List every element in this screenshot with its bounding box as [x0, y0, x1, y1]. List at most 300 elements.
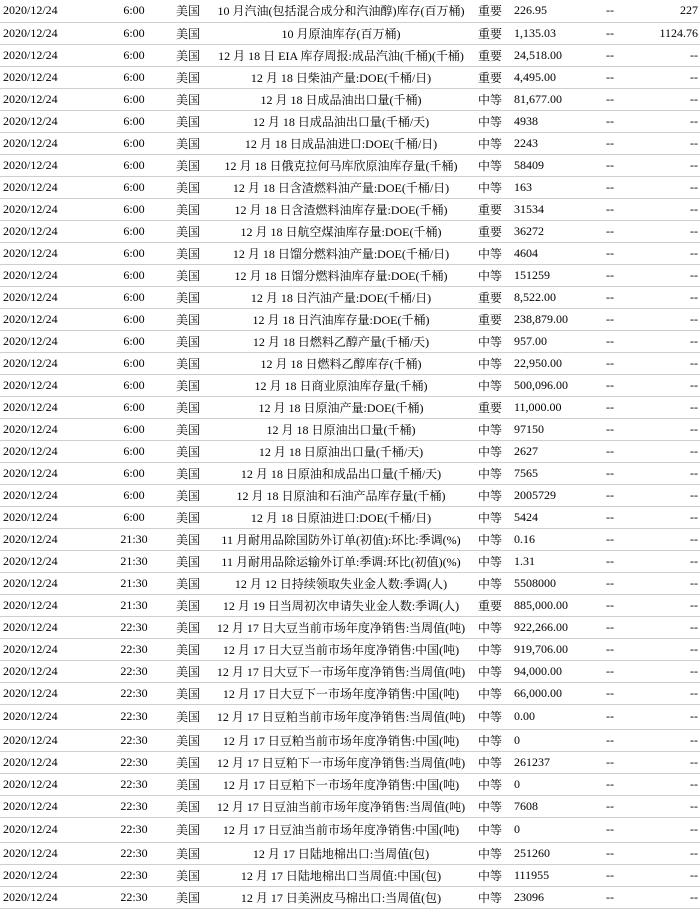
importance-cell: 重要 — [470, 44, 510, 66]
forecast-value-cell: -- — [602, 572, 652, 594]
country-cell: 美国 — [164, 550, 212, 572]
importance-cell: 中等 — [470, 729, 510, 751]
date-cell: 2020/12/24 — [0, 594, 104, 616]
forecast-value-cell: -- — [602, 462, 652, 484]
time-cell: 6:00 — [104, 110, 164, 132]
importance-cell: 中等 — [470, 462, 510, 484]
event-cell: 12 月 18 日原油产量:DOE(千桶) — [212, 396, 470, 418]
previous-value-cell: -- — [652, 773, 700, 795]
forecast-value-cell: -- — [602, 594, 652, 616]
country-cell: 美国 — [164, 220, 212, 242]
actual-value-cell: 31534 — [510, 198, 602, 220]
importance-cell: 中等 — [470, 616, 510, 638]
actual-value-cell: 7608 — [510, 795, 602, 817]
table-row — [0, 462, 700, 484]
forecast-value-cell: -- — [602, 484, 652, 506]
event-cell: 12 月 18 日俄克拉何马库欣原油库存量(千桶) — [212, 154, 470, 176]
country-cell: 美国 — [164, 44, 212, 66]
country-cell: 美国 — [164, 264, 212, 286]
importance-cell: 中等 — [470, 704, 510, 729]
country-cell: 美国 — [164, 528, 212, 550]
event-cell: 12 月 18 日柴油产量:DOE(千桶/日) — [212, 66, 470, 88]
date-cell: 2020/12/24 — [0, 795, 104, 817]
date-cell: 2020/12/24 — [0, 817, 104, 842]
event-cell: 12 月 17 日豆粕当前市场年度净销售:当周值(吨) — [212, 704, 470, 729]
time-cell: 22:30 — [104, 729, 164, 751]
previous-value-cell: -- — [652, 330, 700, 352]
actual-value-cell: 8,522.00 — [510, 286, 602, 308]
actual-value-cell: 885,000.00 — [510, 594, 602, 616]
previous-value-cell: -- — [652, 751, 700, 773]
time-cell: 6:00 — [104, 286, 164, 308]
time-cell: 6:00 — [104, 22, 164, 44]
country-cell: 美国 — [164, 886, 212, 908]
forecast-value-cell: -- — [602, 374, 652, 396]
previous-value-cell: -- — [652, 864, 700, 886]
time-cell: 22:30 — [104, 616, 164, 638]
country-cell: 美国 — [164, 132, 212, 154]
forecast-value-cell: -- — [602, 638, 652, 660]
actual-value-cell: 81,677.00 — [510, 88, 602, 110]
forecast-value-cell: -- — [602, 440, 652, 462]
previous-value-cell: -- — [652, 550, 700, 572]
importance-cell: 重要 — [470, 286, 510, 308]
event-cell: 12 月 17 日大豆下一市场年度净销售:中国(吨) — [212, 682, 470, 704]
table-row — [0, 88, 700, 110]
table-row — [0, 682, 700, 704]
actual-value-cell: 163 — [510, 176, 602, 198]
forecast-value-cell: -- — [602, 132, 652, 154]
importance-cell: 重要 — [470, 66, 510, 88]
event-cell: 12 月 18 日成品油进口:DOE(千桶/日) — [212, 132, 470, 154]
forecast-value-cell: -- — [602, 842, 652, 864]
forecast-value-cell: -- — [602, 704, 652, 729]
date-cell: 2020/12/24 — [0, 352, 104, 374]
event-cell: 11 月耐用品除国防外订单(初值):环比:季调(%) — [212, 528, 470, 550]
date-cell: 2020/12/24 — [0, 242, 104, 264]
importance-cell: 中等 — [470, 330, 510, 352]
importance-cell: 中等 — [470, 682, 510, 704]
event-cell: 10 月汽油(包括混合成分和汽油醇)库存(百万桶) — [212, 0, 470, 22]
country-cell: 美国 — [164, 638, 212, 660]
table-row — [0, 638, 700, 660]
previous-value-cell: -- — [652, 638, 700, 660]
actual-value-cell: 5424 — [510, 506, 602, 528]
event-cell: 12 月 17 日陆地棉出口:当周值(包) — [212, 842, 470, 864]
country-cell: 美国 — [164, 396, 212, 418]
event-cell: 12 月 18 日含渣燃料油库存量:DOE(千桶) — [212, 198, 470, 220]
previous-value-cell: -- — [652, 528, 700, 550]
date-cell: 2020/12/24 — [0, 528, 104, 550]
date-cell: 2020/12/24 — [0, 886, 104, 908]
table-row — [0, 264, 700, 286]
actual-value-cell: 919,706.00 — [510, 638, 602, 660]
actual-value-cell: 2005729 — [510, 484, 602, 506]
importance-cell: 中等 — [470, 528, 510, 550]
actual-value-cell: 251260 — [510, 842, 602, 864]
date-cell: 2020/12/24 — [0, 220, 104, 242]
previous-value-cell: -- — [652, 220, 700, 242]
actual-value-cell: 24,518.00 — [510, 44, 602, 66]
country-cell: 美国 — [164, 0, 212, 22]
table-row — [0, 418, 700, 440]
time-cell: 6:00 — [104, 220, 164, 242]
previous-value-cell: -- — [652, 795, 700, 817]
country-cell: 美国 — [164, 88, 212, 110]
forecast-value-cell: -- — [602, 550, 652, 572]
time-cell: 6:00 — [104, 396, 164, 418]
actual-value-cell: 36272 — [510, 220, 602, 242]
previous-value-cell: -- — [652, 462, 700, 484]
importance-cell: 中等 — [470, 773, 510, 795]
forecast-value-cell: -- — [602, 817, 652, 842]
table-row — [0, 286, 700, 308]
importance-cell: 中等 — [470, 154, 510, 176]
actual-value-cell: 66,000.00 — [510, 682, 602, 704]
forecast-value-cell: -- — [602, 616, 652, 638]
time-cell: 6:00 — [104, 484, 164, 506]
forecast-value-cell: -- — [602, 176, 652, 198]
time-cell: 6:00 — [104, 506, 164, 528]
date-cell: 2020/12/24 — [0, 729, 104, 751]
actual-value-cell: 0.00 — [510, 704, 602, 729]
date-cell: 2020/12/24 — [0, 66, 104, 88]
date-cell: 2020/12/24 — [0, 132, 104, 154]
actual-value-cell: 0 — [510, 817, 602, 842]
time-cell: 6:00 — [104, 374, 164, 396]
country-cell: 美国 — [164, 418, 212, 440]
table-row — [0, 704, 700, 729]
actual-value-cell: 11,000.00 — [510, 396, 602, 418]
previous-value-cell: -- — [652, 132, 700, 154]
event-cell: 12 月 18 日 EIA 库存周报:成品汽油(千桶)(千桶) — [212, 44, 470, 66]
previous-value-cell: -- — [652, 817, 700, 842]
time-cell: 22:30 — [104, 795, 164, 817]
forecast-value-cell: -- — [602, 396, 652, 418]
forecast-value-cell: -- — [602, 352, 652, 374]
date-cell: 2020/12/24 — [0, 638, 104, 660]
date-cell: 2020/12/24 — [0, 484, 104, 506]
table-row — [0, 154, 700, 176]
country-cell: 美国 — [164, 286, 212, 308]
importance-cell: 重要 — [470, 198, 510, 220]
event-cell: 12 月 17 日大豆当前市场年度净销售:当周值(吨) — [212, 616, 470, 638]
table-row — [0, 817, 700, 842]
previous-value-cell: -- — [652, 440, 700, 462]
date-cell: 2020/12/24 — [0, 462, 104, 484]
importance-cell: 重要 — [470, 22, 510, 44]
forecast-value-cell: -- — [602, 418, 652, 440]
country-cell: 美国 — [164, 572, 212, 594]
previous-value-cell: -- — [652, 682, 700, 704]
time-cell: 6:00 — [104, 66, 164, 88]
importance-cell: 中等 — [470, 88, 510, 110]
time-cell: 22:30 — [104, 751, 164, 773]
time-cell: 21:30 — [104, 572, 164, 594]
time-cell: 22:30 — [104, 864, 164, 886]
previous-value-cell: -- — [652, 176, 700, 198]
table-row — [0, 886, 700, 908]
forecast-value-cell: -- — [602, 528, 652, 550]
table-row — [0, 132, 700, 154]
date-cell: 2020/12/24 — [0, 330, 104, 352]
event-cell: 12 月 18 日汽油产量:DOE(千桶/日) — [212, 286, 470, 308]
previous-value-cell: -- — [652, 66, 700, 88]
time-cell: 21:30 — [104, 550, 164, 572]
previous-value-cell: -- — [652, 572, 700, 594]
table-row — [0, 773, 700, 795]
importance-cell: 中等 — [470, 842, 510, 864]
importance-cell: 中等 — [470, 817, 510, 842]
country-cell: 美国 — [164, 660, 212, 682]
previous-value-cell: -- — [652, 242, 700, 264]
importance-cell: 中等 — [470, 418, 510, 440]
time-cell: 6:00 — [104, 132, 164, 154]
date-cell: 2020/12/24 — [0, 176, 104, 198]
date-cell: 2020/12/24 — [0, 773, 104, 795]
country-cell: 美国 — [164, 352, 212, 374]
importance-cell: 中等 — [470, 110, 510, 132]
actual-value-cell: 94,000.00 — [510, 660, 602, 682]
forecast-value-cell: -- — [602, 660, 652, 682]
date-cell: 2020/12/24 — [0, 616, 104, 638]
previous-value-cell: 1124.76 — [652, 22, 700, 44]
actual-value-cell: 22,950.00 — [510, 352, 602, 374]
date-cell: 2020/12/24 — [0, 286, 104, 308]
country-cell: 美国 — [164, 704, 212, 729]
event-cell: 12 月 17 日大豆当前市场年度净销售:中国(吨) — [212, 638, 470, 660]
country-cell: 美国 — [164, 66, 212, 88]
date-cell: 2020/12/24 — [0, 198, 104, 220]
previous-value-cell: -- — [652, 729, 700, 751]
date-cell: 2020/12/24 — [0, 572, 104, 594]
actual-value-cell: 2243 — [510, 132, 602, 154]
actual-value-cell: 151259 — [510, 264, 602, 286]
table-row — [0, 660, 700, 682]
time-cell: 22:30 — [104, 817, 164, 842]
event-cell: 12 月 19 日当周初次申请失业金人数:季调(人) — [212, 594, 470, 616]
forecast-value-cell: -- — [602, 198, 652, 220]
event-cell: 12 月 18 日含渣燃料油产量:DOE(千桶/日) — [212, 176, 470, 198]
forecast-value-cell: -- — [602, 729, 652, 751]
event-cell: 12 月 18 日原油出口量(千桶) — [212, 418, 470, 440]
event-cell: 12 月 18 日原油和成品出口量(千桶/天) — [212, 462, 470, 484]
time-cell: 21:30 — [104, 594, 164, 616]
previous-value-cell: -- — [652, 842, 700, 864]
date-cell: 2020/12/24 — [0, 264, 104, 286]
actual-value-cell: 4938 — [510, 110, 602, 132]
country-cell: 美国 — [164, 440, 212, 462]
date-cell: 2020/12/24 — [0, 842, 104, 864]
time-cell: 22:30 — [104, 773, 164, 795]
country-cell: 美国 — [164, 242, 212, 264]
date-cell: 2020/12/24 — [0, 864, 104, 886]
time-cell: 6:00 — [104, 154, 164, 176]
actual-value-cell: 500,096.00 — [510, 374, 602, 396]
table-row — [0, 0, 700, 22]
date-cell: 2020/12/24 — [0, 88, 104, 110]
date-cell: 2020/12/24 — [0, 396, 104, 418]
date-cell: 2020/12/24 — [0, 418, 104, 440]
previous-value-cell: -- — [652, 418, 700, 440]
time-cell: 22:30 — [104, 704, 164, 729]
country-cell: 美国 — [164, 330, 212, 352]
importance-cell: 重要 — [470, 308, 510, 330]
forecast-value-cell: -- — [602, 154, 652, 176]
time-cell: 22:30 — [104, 842, 164, 864]
previous-value-cell: -- — [652, 264, 700, 286]
actual-value-cell: 238,879.00 — [510, 308, 602, 330]
forecast-value-cell: -- — [602, 751, 652, 773]
time-cell: 6:00 — [104, 308, 164, 330]
country-cell: 美国 — [164, 616, 212, 638]
importance-cell: 中等 — [470, 374, 510, 396]
time-cell: 6:00 — [104, 0, 164, 22]
time-cell: 22:30 — [104, 886, 164, 908]
table-row — [0, 110, 700, 132]
forecast-value-cell: -- — [602, 506, 652, 528]
event-cell: 12 月 18 日航空煤油库存量:DOE(千桶) — [212, 220, 470, 242]
importance-cell: 重要 — [470, 0, 510, 22]
previous-value-cell: -- — [652, 352, 700, 374]
table-row — [0, 66, 700, 88]
forecast-value-cell: -- — [602, 242, 652, 264]
actual-value-cell: 58409 — [510, 154, 602, 176]
date-cell: 2020/12/24 — [0, 440, 104, 462]
forecast-value-cell: -- — [602, 88, 652, 110]
forecast-value-cell: -- — [602, 0, 652, 22]
actual-value-cell: 226.95 — [510, 0, 602, 22]
table-row — [0, 594, 700, 616]
country-cell: 美国 — [164, 817, 212, 842]
actual-value-cell: 1,135.03 — [510, 22, 602, 44]
time-cell: 22:30 — [104, 638, 164, 660]
event-cell: 12 月 17 日豆粕当前市场年度净销售:中国(吨) — [212, 729, 470, 751]
forecast-value-cell: -- — [602, 864, 652, 886]
previous-value-cell: -- — [652, 88, 700, 110]
importance-cell: 中等 — [470, 572, 510, 594]
actual-value-cell: 4,495.00 — [510, 66, 602, 88]
event-cell: 12 月 12 日持续领取失业金人数:季调(人) — [212, 572, 470, 594]
forecast-value-cell: -- — [602, 682, 652, 704]
date-cell: 2020/12/24 — [0, 154, 104, 176]
time-cell: 6:00 — [104, 198, 164, 220]
previous-value-cell: -- — [652, 110, 700, 132]
event-cell: 10 月原油库存(百万桶) — [212, 22, 470, 44]
importance-cell: 中等 — [470, 506, 510, 528]
country-cell: 美国 — [164, 751, 212, 773]
previous-value-cell: -- — [652, 594, 700, 616]
table-row — [0, 22, 700, 44]
forecast-value-cell: -- — [602, 308, 652, 330]
country-cell: 美国 — [164, 594, 212, 616]
table-row — [0, 352, 700, 374]
country-cell: 美国 — [164, 729, 212, 751]
previous-value-cell: -- — [652, 286, 700, 308]
actual-value-cell: 0.16 — [510, 528, 602, 550]
date-cell: 2020/12/24 — [0, 0, 104, 22]
importance-cell: 中等 — [470, 176, 510, 198]
forecast-value-cell: -- — [602, 22, 652, 44]
time-cell: 6:00 — [104, 440, 164, 462]
event-cell: 12 月 17 日豆粕下一市场年度净销售:中国(吨) — [212, 773, 470, 795]
table-row — [0, 440, 700, 462]
date-cell: 2020/12/24 — [0, 660, 104, 682]
forecast-value-cell: -- — [602, 110, 652, 132]
previous-value-cell: -- — [652, 154, 700, 176]
previous-value-cell: -- — [652, 198, 700, 220]
event-cell: 12 月 18 日汽油库存量:DOE(千桶) — [212, 308, 470, 330]
previous-value-cell: -- — [652, 44, 700, 66]
table-row — [0, 795, 700, 817]
actual-value-cell: 0 — [510, 729, 602, 751]
date-cell: 2020/12/24 — [0, 751, 104, 773]
importance-cell: 中等 — [470, 352, 510, 374]
event-cell: 12 月 18 日原油进口:DOE(千桶/日) — [212, 506, 470, 528]
table-row — [0, 242, 700, 264]
actual-value-cell: 0 — [510, 773, 602, 795]
actual-value-cell: 23096 — [510, 886, 602, 908]
country-cell: 美国 — [164, 484, 212, 506]
previous-value-cell: -- — [652, 308, 700, 330]
event-cell: 12 月 18 日成品油出口量(千桶/天) — [212, 110, 470, 132]
date-cell: 2020/12/24 — [0, 44, 104, 66]
forecast-value-cell: -- — [602, 773, 652, 795]
table-row — [0, 506, 700, 528]
importance-cell: 重要 — [470, 594, 510, 616]
importance-cell: 中等 — [470, 484, 510, 506]
importance-cell: 中等 — [470, 264, 510, 286]
forecast-value-cell: -- — [602, 330, 652, 352]
event-cell: 12 月 17 日陆地棉出口当周值:中国(包) — [212, 864, 470, 886]
event-cell: 12 月 18 日馏分燃料油库存量:DOE(千桶) — [212, 264, 470, 286]
actual-value-cell: 4604 — [510, 242, 602, 264]
date-cell: 2020/12/24 — [0, 110, 104, 132]
country-cell: 美国 — [164, 22, 212, 44]
date-cell: 2020/12/24 — [0, 682, 104, 704]
table-row — [0, 374, 700, 396]
table-row — [0, 864, 700, 886]
actual-value-cell: 922,266.00 — [510, 616, 602, 638]
actual-value-cell: 1.31 — [510, 550, 602, 572]
importance-cell: 中等 — [470, 795, 510, 817]
forecast-value-cell: -- — [602, 286, 652, 308]
table-row — [0, 198, 700, 220]
forecast-value-cell: -- — [602, 220, 652, 242]
table-row — [0, 330, 700, 352]
importance-cell: 中等 — [470, 242, 510, 264]
date-cell: 2020/12/24 — [0, 374, 104, 396]
time-cell: 22:30 — [104, 660, 164, 682]
country-cell: 美国 — [164, 154, 212, 176]
event-cell: 12 月 18 日馏分燃料油产量:DOE(千桶/日) — [212, 242, 470, 264]
date-cell: 2020/12/24 — [0, 22, 104, 44]
time-cell: 6:00 — [104, 418, 164, 440]
date-cell: 2020/12/24 — [0, 506, 104, 528]
previous-value-cell: -- — [652, 374, 700, 396]
actual-value-cell: 111955 — [510, 864, 602, 886]
country-cell: 美国 — [164, 462, 212, 484]
importance-cell: 中等 — [470, 440, 510, 462]
table-row — [0, 528, 700, 550]
country-cell: 美国 — [164, 110, 212, 132]
event-cell: 12 月 17 日美洲皮马棉出口:当周值(包) — [212, 886, 470, 908]
importance-cell: 中等 — [470, 864, 510, 886]
importance-cell: 中等 — [470, 751, 510, 773]
event-cell: 12 月 18 日成品油出口量(千桶) — [212, 88, 470, 110]
previous-value-cell: -- — [652, 704, 700, 729]
country-cell: 美国 — [164, 773, 212, 795]
